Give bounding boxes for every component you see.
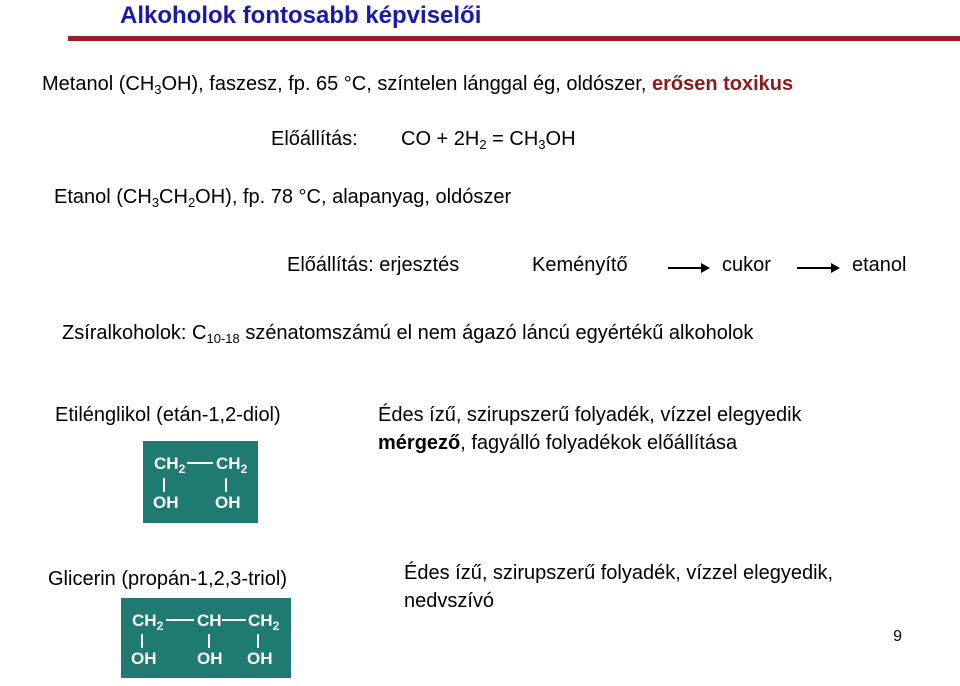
glycol-desc-1: Édes ízű, szirupszerű folyadék, vízzel elegyedik (378, 404, 802, 426)
glycerol-bond-co-2 (208, 634, 210, 648)
glycerol-c1: $CH_2$ (132, 611, 164, 633)
glycerol-oh3: OH (247, 649, 273, 668)
fatty-sub: 10-18 (206, 331, 240, 346)
ethanol-line (54, 186, 511, 209)
glycerol-bond-cc-2 (222, 619, 246, 621)
slide-title: Alkoholok fontosabb képviselői (120, 2, 482, 29)
glycerol-bond-cc-1 (166, 619, 194, 621)
eq-post: OH (545, 128, 576, 150)
fatty-alcohols-line (62, 322, 753, 345)
fatty-pre: Zsíralkoholok: C (62, 322, 207, 344)
glycol-c2: $CH_2$ (216, 454, 248, 476)
glycol-desc-rest: , fagyálló folyadékok előállítása (460, 432, 738, 454)
glycol-bond-co-2 (225, 478, 227, 492)
ethanol-sub1: 3 (151, 195, 160, 210)
glycerol-name: Glicerin (propán-1,2,3-triol) (48, 568, 287, 590)
title-underline (68, 36, 960, 41)
methanol-line (42, 73, 793, 96)
glycerol-oh1: OH (131, 649, 157, 668)
methanol-emphasis: erősen toxikus (651, 73, 794, 95)
glycol-desc-2 (378, 432, 737, 455)
glycerol-c3: $CH_2$ (248, 611, 280, 633)
glycol-name: Etilénglikol (etán-1,2-diol) (55, 404, 281, 426)
eq-sub1: 2 (479, 137, 487, 152)
ethanol-step-sugar: cukor (722, 254, 771, 276)
arrow-right-icon (797, 267, 838, 269)
glycerol-bond-co-1 (141, 634, 143, 648)
page-number: 9 (893, 628, 902, 645)
glycerol-desc-2: nedvszívó (404, 590, 495, 612)
fatty-post: szénatomszámú el nem ágazó láncú egyértékű alkoholok (245, 322, 754, 344)
eq-pre: CO + 2H (401, 128, 480, 150)
ethanol-post: OH), fp. 78 °C, alapanyag, oldószer (195, 186, 512, 208)
ethanol-sub2: 2 (187, 195, 196, 210)
ethanol-pre: Etanol (CH (54, 186, 152, 208)
glycerol-desc-1: Édes ízű, szirupszerű folyadék, vízzel elegyedik, (404, 562, 834, 584)
ethanol-mid: CH (159, 186, 188, 208)
glycol-bond-cc (187, 462, 213, 464)
glycol-c1: $CH_2$ (154, 454, 186, 476)
ethanol-step-starch: Keményítő (532, 254, 628, 276)
eq-mid: = CH (486, 128, 539, 150)
glycol-oh1: OH (153, 493, 179, 512)
methanol-prep-equation (401, 128, 576, 151)
ethanol-step-ethanol: etanol (852, 254, 907, 276)
eq-sub2: 3 (538, 137, 546, 152)
glycerol-structural-formula (121, 598, 291, 678)
glycol-toxic: mérgező (378, 432, 461, 454)
methanol-text-pre: Metanol (CH (42, 73, 155, 95)
arrow-right-icon (668, 267, 708, 269)
glycol-oh2: OH (215, 493, 241, 512)
glycerol-c2: CH (197, 611, 222, 630)
glycerol-oh2: OH (197, 649, 223, 668)
methanol-text-post: OH), faszesz, fp. 65 °C, színtelen lánggal ég, oldószer, (161, 73, 652, 95)
glycol-structural-formula (143, 441, 258, 523)
methanol-sub: 3 (154, 82, 162, 97)
glycerol-bond-co-3 (257, 634, 259, 648)
ethanol-prep-label: Előállítás: erjesztés (287, 254, 460, 276)
glycol-bond-co-1 (163, 478, 165, 492)
methanol-prep-label: Előállítás: (271, 128, 358, 150)
